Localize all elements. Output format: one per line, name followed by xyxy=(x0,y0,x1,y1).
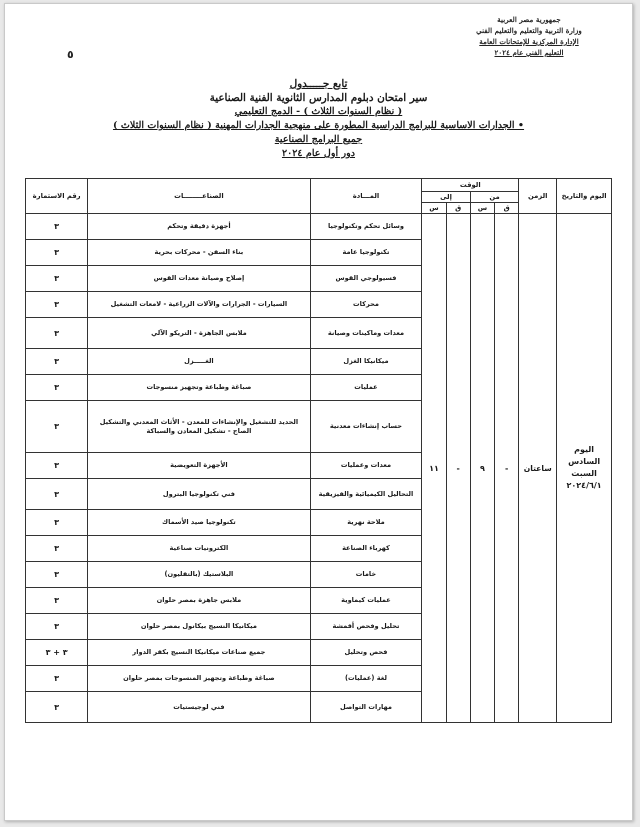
title-line: سير امتحان دبلوم المدارس الثانوية الفنية الصناعية xyxy=(209,92,428,104)
title-line: • الجدارات الاساسية للبرامج الدراسية المطورة على منهجية الجدارات المهنية ( نظام السنوات الثلاث ) xyxy=(112,120,525,131)
form-number-cell: ٣ xyxy=(26,349,88,375)
from-minute-cell: - xyxy=(495,214,519,723)
subject-cell: التحاليل الكيميائية والفيزيقية xyxy=(310,479,422,510)
exam-date: ٢٠٢٤/٦/١ xyxy=(566,481,602,490)
subject-cell: معدات وعمليات xyxy=(310,453,422,479)
header-day-date: اليوم والتاريخ xyxy=(557,179,612,214)
specialty-cell: أجهزة دقيقة وتحكم xyxy=(88,214,310,240)
header-subject: المـــادة xyxy=(310,179,422,214)
subject-cell: لغة (عمليات) xyxy=(310,666,422,692)
page-number: ٥ xyxy=(67,48,74,61)
subject-cell: خامات xyxy=(310,562,422,588)
day-label: اليوم xyxy=(574,445,595,454)
subject-cell: فحص وتحليل xyxy=(310,640,422,666)
form-number-cell: ٣ xyxy=(26,588,88,614)
duration-cell: ساعتان xyxy=(519,214,557,723)
ministry-line: وزارة التربية والتعليم والتعليم الفني xyxy=(476,26,582,35)
specialty-cell: صباغة وطباعة وتجهيز المنسوجات بمصر حلوان xyxy=(88,666,310,692)
title-line: جميع البرامج الصناعية xyxy=(274,134,363,145)
subject-cell: عمليات كيماوية xyxy=(310,588,422,614)
specialty-cell: تكنولوجيا صيد الأسماك xyxy=(88,510,310,536)
subject-cell: عمليات xyxy=(310,375,422,401)
form-number-cell: ٣ xyxy=(26,510,88,536)
form-number-cell: ٣ xyxy=(26,453,88,479)
subject-cell: محركات xyxy=(310,292,422,318)
specialty-cell: جميع صناعات ميكانيكا النسيج بكفر الدوار xyxy=(88,640,310,666)
subject-cell: كهرباء الصناعة xyxy=(310,536,422,562)
form-number-cell: ٣ + ٣ xyxy=(26,640,88,666)
header-to-hour: س xyxy=(422,203,446,214)
specialty-cell: إصلاح وصيانة معدات القوس xyxy=(88,266,310,292)
day-ordinal: السادس xyxy=(568,457,601,466)
specialty-cell: فني تكنولوجيا البترول xyxy=(88,479,310,510)
table-row xyxy=(26,214,612,240)
header-from-minute: ق xyxy=(495,203,519,214)
subject-cell: تحليل وفحص أقمشة xyxy=(310,614,422,640)
form-number-cell: ٣ xyxy=(26,240,88,266)
form-number-cell: ٣ xyxy=(26,536,88,562)
form-number-cell: ٣ xyxy=(26,614,88,640)
subject-cell: ميكانيكا الغزل xyxy=(310,349,422,375)
subject-cell: وسائل تحكم وتكنولوجيا xyxy=(310,214,422,240)
specialty-cell: فني لوجيستيات xyxy=(88,692,310,723)
specialty-cell: الحديد للتشغيل والإنشاءات للمعدن - الأثاث المعدني والتشكيل الصاج - تشكيل المعادن والسباكة xyxy=(88,401,310,453)
form-number-cell: ٣ xyxy=(26,292,88,318)
subject-cell: مهارات التواصل xyxy=(310,692,422,723)
form-number-cell: ٣ xyxy=(26,692,88,723)
specialty-cell: الأجهزة التعويضية xyxy=(88,453,310,479)
form-number-cell: ٣ xyxy=(26,318,88,349)
header-to: إلى xyxy=(422,192,470,203)
specialty-cell: الكترونيات صناعية xyxy=(88,536,310,562)
header-time: الوقت xyxy=(422,179,519,192)
ministry-letterhead xyxy=(454,14,604,58)
form-number-cell: ٣ xyxy=(26,266,88,292)
specialty-cell: الغـــــزل xyxy=(88,349,310,375)
form-number-cell: ٣ xyxy=(26,666,88,692)
subject-cell: تكنولوجيا عامة xyxy=(310,240,422,266)
from-hour-cell: ٩ xyxy=(470,214,494,723)
title-line: ( نظام السنوات الثلاث ) - الدمج التعليمي xyxy=(234,106,403,117)
ministry-line: التعليم الفني عام ٢٠٢٤ xyxy=(494,48,564,57)
form-number-cell: ٣ xyxy=(26,479,88,510)
header-form-number: رقم الاستمارة xyxy=(26,179,88,214)
header-from: من xyxy=(470,192,518,203)
header-duration: الزمن xyxy=(519,179,557,214)
specialty-cell: ملابس جاهزة بمصر حلوان xyxy=(88,588,310,614)
subject-cell: ملاحة نهرية xyxy=(310,510,422,536)
specialty-cell: البلاستيك (بالتفليون) xyxy=(88,562,310,588)
title-line: تابع جـــــدول xyxy=(289,78,348,90)
header-to-minute: ق xyxy=(446,203,470,214)
document-titles xyxy=(65,77,572,161)
form-number-cell: ٣ xyxy=(26,375,88,401)
day-date-cell xyxy=(557,214,612,723)
header-from-hour: س xyxy=(470,203,494,214)
exam-schedule-table xyxy=(25,178,612,723)
specialty-cell: صباغة وطباعة وتجهيز منسوجات xyxy=(88,375,310,401)
subject-cell: حساب إنشاءات معدنية xyxy=(310,401,422,453)
form-number-cell: ٣ xyxy=(26,401,88,453)
form-number-cell: ٣ xyxy=(26,562,88,588)
day-weekday: السبت xyxy=(571,469,597,478)
header-specialties: الصناعــــــــات xyxy=(88,179,310,214)
ministry-line: جمهورية مصر العربية xyxy=(497,15,561,24)
title-line: دور أول عام ٢٠٢٤ xyxy=(281,148,356,159)
specialty-cell: بناء السفن - محركات بحرية xyxy=(88,240,310,266)
ministry-line: الإدارة المركزية للإمتحانات العامة xyxy=(479,37,579,46)
to-minute-cell: - xyxy=(446,214,470,723)
subject-cell: فسيولوجي القوس xyxy=(310,266,422,292)
document-page xyxy=(4,3,633,821)
specialty-cell: ملابس الجاهزة - التريكو الآلي xyxy=(88,318,310,349)
to-hour-cell: ١١ xyxy=(422,214,446,723)
specialty-cell: ميكانيكا النسيج بيكانول بمصر حلوان xyxy=(88,614,310,640)
form-number-cell: ٣ xyxy=(26,214,88,240)
subject-cell: معدات وماكينات وصيانة xyxy=(310,318,422,349)
specialty-cell: السيارات - الجرارات والآلات الزراعية - لامعات التشغيل xyxy=(88,292,310,318)
